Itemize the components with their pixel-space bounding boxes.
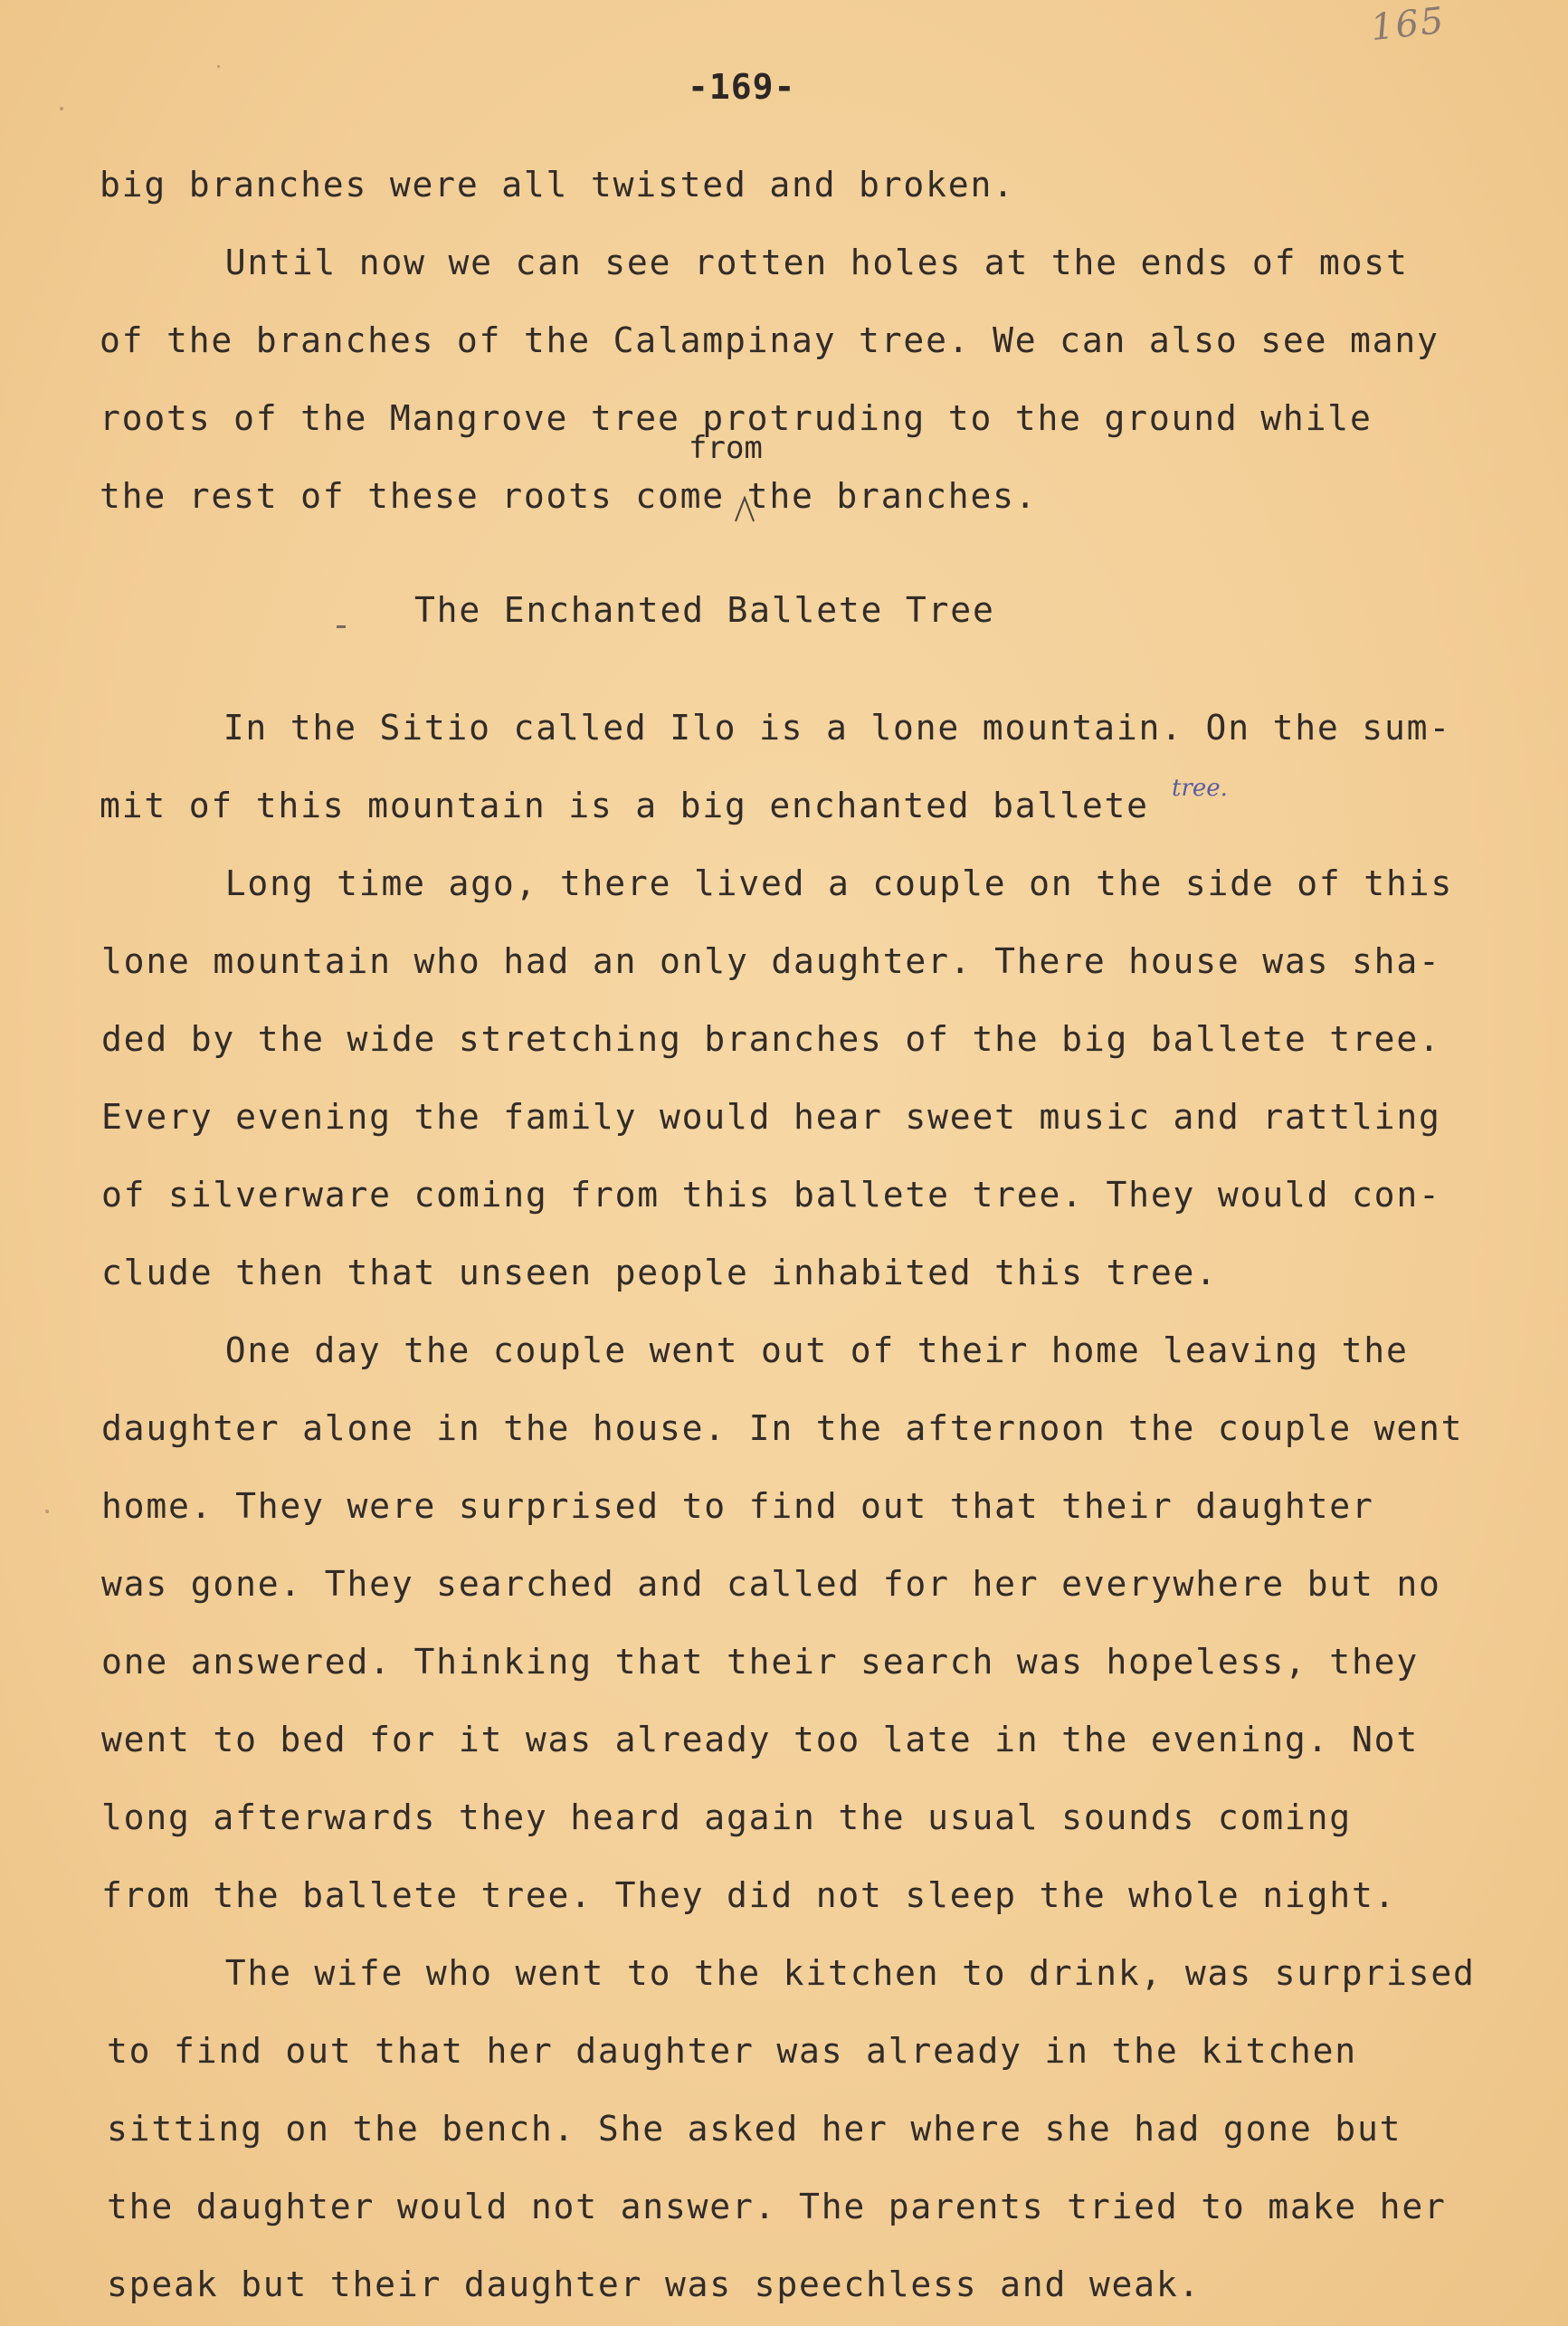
- handwritten-word: tree.: [1172, 775, 1228, 802]
- text-line: of silverware coming from this ballete tree. They would con-: [101, 1175, 1441, 1215]
- text-line: Long time ago, there lived a couple on the side of this: [136, 863, 1453, 903]
- text-line: roots of the Mangrove tree protruding to the ground while: [100, 398, 1373, 438]
- paper-speck: [60, 107, 63, 110]
- text-line: long afterwards they heard again the usual sounds coming: [101, 1797, 1352, 1837]
- text-line: one answered. Thinking that their search was hopeless, they: [101, 1642, 1419, 1682]
- text-line: the rest of these roots come the branches.: [100, 476, 1038, 516]
- text-line: the daughter would not answer. The parents tried to make her: [107, 2187, 1447, 2226]
- section-title: The Enchanted Ballete Tree: [414, 590, 995, 630]
- text-line: ded by the wide stretching branches of the big ballete tree.: [101, 1019, 1441, 1059]
- stray-mark: [337, 625, 346, 628]
- text-line: daughter alone in the house. In the afternoon the couple went: [101, 1408, 1464, 1448]
- text-line: speak but their daughter was speechless and weak.: [107, 2264, 1202, 2304]
- text-line: was gone. They searched and called for her everywhere but no: [101, 1564, 1441, 1604]
- handwritten-page-note: 165: [1368, 0, 1448, 50]
- text-line: to find out that her daughter was already in the kitchen: [107, 2031, 1357, 2071]
- text-line: mit of this mountain is a big enchanted ballete: [100, 786, 1149, 825]
- text-line: The wife who went to the kitchen to drink, was surprised: [136, 1953, 1476, 1993]
- page-number: -169-: [688, 67, 796, 107]
- paper-speck: [45, 1510, 49, 1513]
- paper-speck: [217, 65, 220, 68]
- text-line: big branches were all twisted and broken.: [100, 165, 1015, 205]
- text-line: Every evening the family would hear sweet music and rattling: [101, 1097, 1441, 1137]
- text-line: In the Sitio called Ilo is a lone mountain. On the sum-: [134, 708, 1451, 748]
- text-line: from the ballete tree. They did not sleep the whole night.: [101, 1875, 1397, 1915]
- text-line: One day the couple went out of their home leaving the: [136, 1330, 1409, 1370]
- text-line: home. They were surprised to find out that their daughter: [101, 1486, 1374, 1526]
- text-line: of the branches of the Calampinay tree. We can also see many: [100, 320, 1440, 360]
- interlinear-insertion: from: [689, 430, 763, 466]
- text-line: clude then that unseen people inhabited this tree.: [101, 1253, 1218, 1292]
- text-line: sitting on the bench. She asked her where she had gone but: [107, 2109, 1402, 2149]
- text-line: lone mountain who had an only daughter. There house was sha-: [101, 941, 1441, 981]
- text-line: went to bed for it was already too late in the evening. Not: [101, 1720, 1419, 1759]
- text-line: Until now we can see rotten holes at the ends of most: [136, 243, 1409, 282]
